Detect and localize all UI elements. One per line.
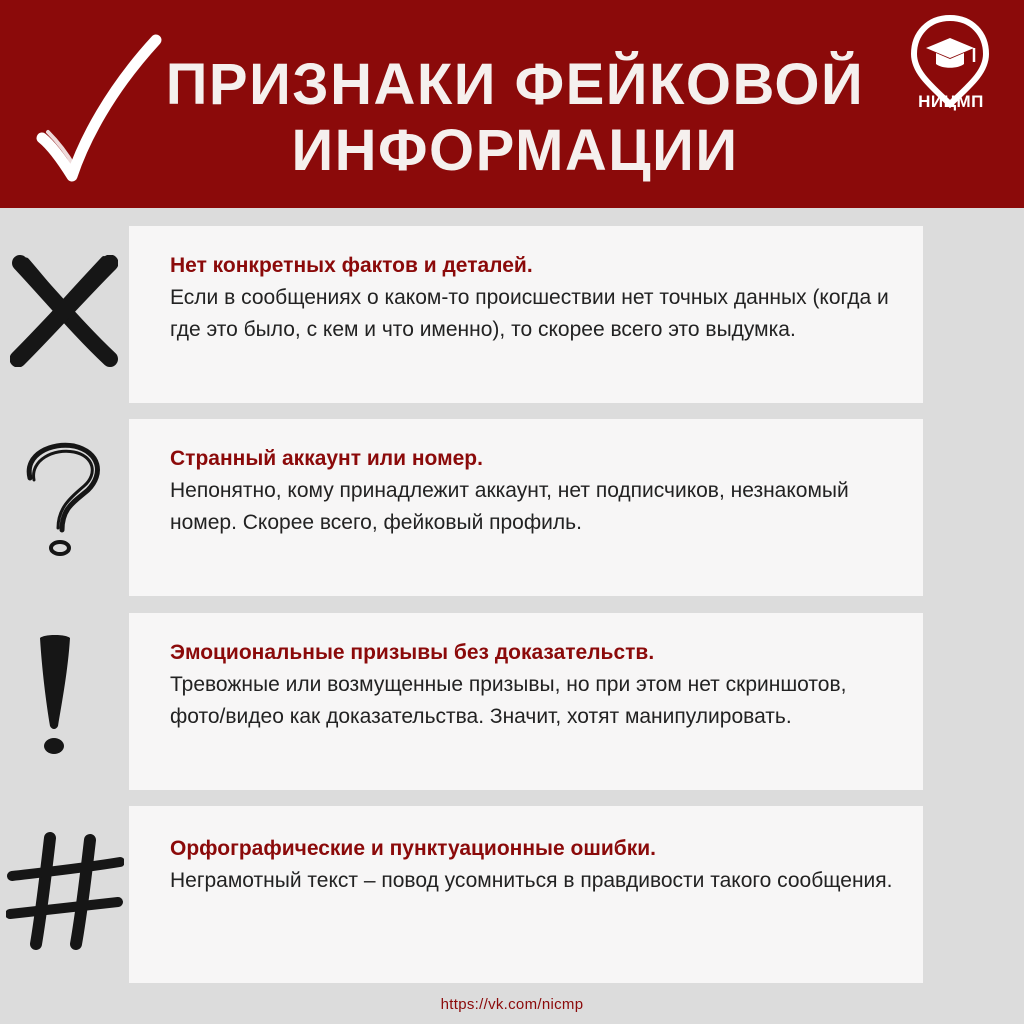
title-line-2: ИНФОРМАЦИИ <box>291 118 739 183</box>
item-title: Орфографические и пунктуационные ошибки. <box>170 837 656 860</box>
cross-icon <box>10 255 118 367</box>
logo-text: НИЦМП <box>918 92 984 111</box>
list-item <box>129 806 923 983</box>
hash-icon <box>6 832 124 950</box>
item-title: Эмоциональные призывы без доказательств. <box>170 641 655 664</box>
item-title: Нет конкретных фактов и деталей. <box>170 254 533 277</box>
page-title <box>150 52 880 184</box>
item-text: Тревожные или возмущенные призывы, но при этом нет скриншотов, фото/видео как доказательства. Значит, хотят манипулировать. <box>170 673 847 728</box>
exclamation-mark-icon <box>30 630 80 758</box>
item-text: Непонятно, кому принадлежит аккаунт, нет подписчиков, незнакомый номер. Скорее всего, фейковый профиль. <box>170 479 849 534</box>
item-text: Неграмотный текст – повод усомниться в правдивости такого сообщения. <box>170 869 893 892</box>
list-item <box>129 226 923 403</box>
footer-link[interactable]: https://vk.com/nicmp <box>440 996 584 1013</box>
question-mark-icon <box>18 438 108 560</box>
title-line-1: ПРИЗНАКИ ФЕЙКОВОЙ <box>165 52 865 117</box>
header-banner <box>0 0 1024 208</box>
item-title: Странный аккаунт или номер. <box>170 447 483 470</box>
list-item <box>129 613 923 790</box>
item-text: Если в сообщениях о каком-то происшествии нет точных данных (когда и где это было, с кем и что именно), то скорее всего это выдумка. <box>170 286 889 341</box>
list-item <box>129 419 923 596</box>
